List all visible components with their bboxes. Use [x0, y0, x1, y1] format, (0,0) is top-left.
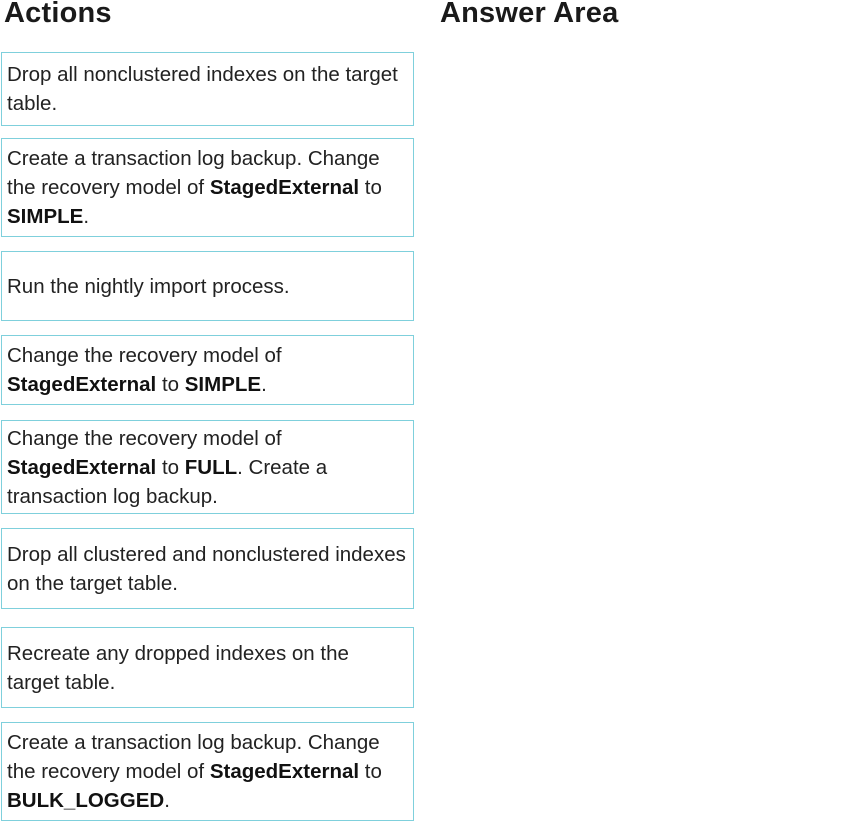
action-text-run: . Create a transaction log backup.	[7, 455, 328, 508]
action-text-run: Drop all nonclustered indexes on the target table.	[7, 63, 398, 115]
action-text-run: .	[83, 205, 90, 228]
action-text	[7, 341, 407, 399]
action-card[interactable]	[1, 138, 414, 237]
action-card[interactable]	[1, 528, 414, 609]
action-card[interactable]	[1, 627, 414, 708]
action-text-bold: StagedExternal	[209, 760, 360, 783]
action-text	[7, 272, 290, 301]
answer-area-dropzone[interactable]	[430, 40, 850, 820]
action-text-bold: StagedExternal	[7, 455, 157, 479]
action-text-bold: SIMPLE	[184, 373, 262, 396]
action-text-bold: SIMPLE	[7, 205, 84, 228]
action-text-run: Run the nightly import process.	[7, 274, 290, 298]
action-text-run: Change the recovery model of	[7, 426, 282, 450]
action-text-run: .	[261, 373, 267, 396]
action-text	[7, 424, 407, 511]
action-text	[7, 728, 407, 815]
action-card[interactable]	[1, 251, 414, 321]
action-card[interactable]	[1, 722, 414, 821]
action-card[interactable]	[1, 52, 414, 126]
action-text-bold: BULK_LOGGED	[7, 789, 165, 812]
action-text	[7, 144, 407, 231]
action-text-run: Create a transaction log backup. Change the recovery model of	[7, 147, 380, 199]
action-text	[7, 540, 407, 598]
action-card[interactable]	[1, 335, 414, 405]
action-text-run: Drop all clustered and nonclustered indexes on the target table.	[7, 542, 406, 595]
action-text	[7, 639, 407, 697]
actions-list	[0, 0, 420, 822]
action-text-run: to	[359, 760, 382, 783]
action-text-run: Create a transaction log backup. Change the recovery model of	[7, 731, 380, 783]
answer-area-heading: Answer Area	[440, 0, 619, 29]
action-card[interactable]	[1, 420, 414, 514]
action-text-run: Change the recovery model of	[7, 344, 282, 367]
actions-heading: Actions	[4, 0, 112, 29]
action-text-run: to	[359, 176, 382, 199]
action-text-run: to	[156, 373, 185, 396]
action-text-run: .	[164, 789, 170, 812]
action-text-bold: StagedExternal	[7, 373, 157, 396]
action-text-run: Recreate any dropped indexes on the target table.	[7, 641, 349, 694]
action-text	[7, 60, 407, 118]
action-text-run: to	[156, 455, 185, 479]
action-text-bold: FULL	[184, 455, 238, 479]
action-text-bold: StagedExternal	[209, 176, 360, 199]
